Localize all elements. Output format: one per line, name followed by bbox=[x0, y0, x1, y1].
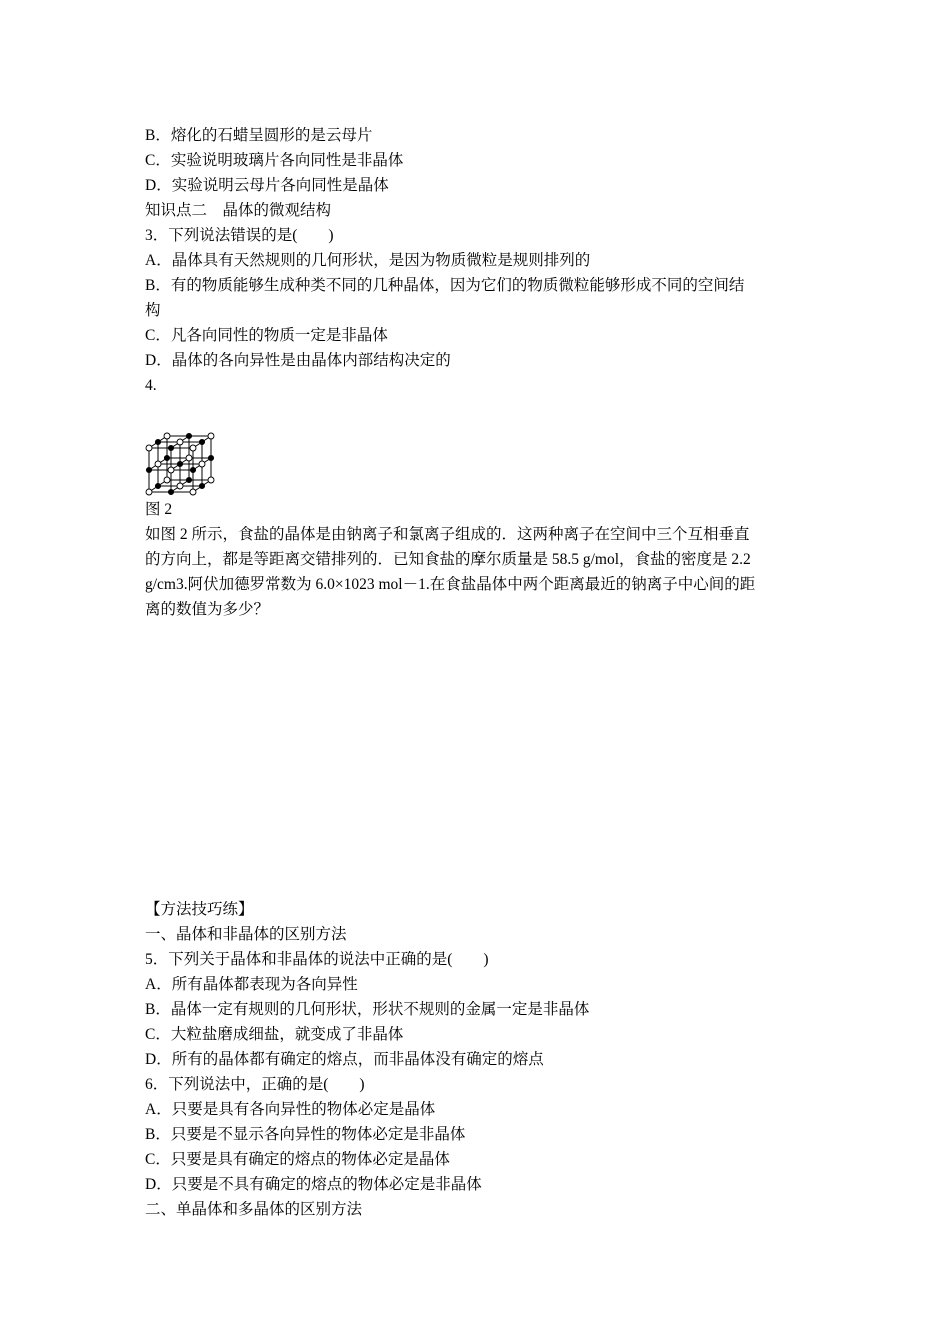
q3-option-b: B．有的物质能够生成种类不同的几种晶体，因为它们的物质微粒能够形成不同的空间结 bbox=[145, 277, 745, 294]
subsection-2-heading: 二、单晶体和多晶体的区别方法 bbox=[145, 1201, 363, 1218]
question-3: 3．下列说法错误的是( ) bbox=[145, 227, 334, 244]
figure-caption: 图 2 bbox=[145, 501, 173, 518]
sodium-ion-dot bbox=[199, 483, 204, 488]
question-4-line-1: 如图 2 所示，食盐的晶体是由钠离子和氯离子组成的．这两种离子在空间中三个互相垂直 bbox=[145, 526, 750, 543]
chloride-ion-circle bbox=[177, 483, 183, 489]
chloride-ion-circle bbox=[146, 489, 152, 495]
question-4-number: 4. bbox=[145, 377, 157, 394]
q5-option-b: B．晶体一定有规则的几何形状，形状不规则的金属一定是非晶体 bbox=[145, 1001, 590, 1018]
q6-option-b: B．只要是不显示各向异性的物体必定是非晶体 bbox=[145, 1126, 466, 1143]
chloride-ion-circle bbox=[190, 489, 196, 495]
chloride-ion-circle bbox=[199, 461, 205, 467]
q6-option-a: A．只要是具有各向异性的物体必定是晶体 bbox=[145, 1101, 436, 1118]
question-4-line-3: g/cm3.阿伏加德罗常数为 6.0×1023 mol－1.在食盐晶体中两个距离最近的钠离子中心间的距 bbox=[145, 576, 756, 593]
q5-option-a: A．所有晶体都表现为各向异性 bbox=[145, 976, 358, 993]
sodium-ion-dot bbox=[199, 439, 204, 444]
chloride-ion-circle bbox=[164, 477, 170, 483]
question-4-line-4: 离的数值为多少？ bbox=[145, 601, 270, 618]
option-c-text: C．实验说明玻璃片各向同性是非晶体 bbox=[145, 152, 404, 169]
option-d-text: D．实验说明云母片各向同性是晶体 bbox=[145, 177, 389, 194]
question-6: 6．下列说法中，正确的是( ) bbox=[145, 1076, 365, 1093]
chloride-ion-circle bbox=[208, 433, 214, 439]
sodium-ion-dot bbox=[190, 467, 195, 472]
sodium-ion-dot bbox=[155, 483, 160, 488]
chloride-ion-circle bbox=[177, 439, 183, 445]
section-heading: 知识点二 晶体的微观结构 bbox=[145, 202, 332, 219]
q5-option-c: C．大粒盐磨成细盐，就变成了非晶体 bbox=[145, 1026, 404, 1043]
sodium-ion-dot bbox=[168, 489, 173, 494]
sodium-ion-dot bbox=[164, 455, 169, 460]
chloride-ion-circle bbox=[190, 445, 196, 451]
chloride-ion-circle bbox=[155, 461, 161, 467]
sodium-ion-dot bbox=[208, 455, 213, 460]
method-practice-heading: 【方法技巧练】 bbox=[145, 901, 254, 918]
q3-option-c: C．凡各向同性的物质一定是非晶体 bbox=[145, 327, 388, 344]
chloride-ion-circle bbox=[208, 477, 214, 483]
option-b-text: B．熔化的石蜡呈圆形的是云母片 bbox=[145, 127, 373, 144]
sodium-ion-dot bbox=[186, 433, 191, 438]
sodium-ion-dot bbox=[168, 445, 173, 450]
subsection-1-heading: 一、晶体和非晶体的区别方法 bbox=[145, 926, 347, 943]
question-4-line-2: 的方向上，都是等距离交错排列的．已知食盐的摩尔质量是 58.5 g/mol，食盐的密度是 2.2 bbox=[145, 551, 751, 568]
chloride-ion-circle bbox=[146, 445, 152, 451]
q5-option-d: D．所有的晶体都有确定的熔点，而非晶体没有确定的熔点 bbox=[145, 1051, 544, 1068]
q3-option-d: D．晶体的各向异性是由晶体内部结构决定的 bbox=[145, 352, 451, 369]
q3-option-a: A．晶体具有天然规则的几何形状，是因为物质微粒是规则排列的 bbox=[145, 252, 591, 269]
chloride-ion-circle bbox=[168, 467, 174, 473]
sodium-ion-dot bbox=[177, 461, 182, 466]
q6-option-c: C．只要是具有确定的熔点的物体必定是晶体 bbox=[145, 1151, 450, 1168]
question-5: 5．下列关于晶体和非晶体的说法中正确的是( ) bbox=[145, 951, 489, 968]
sodium-ion-dot bbox=[146, 467, 151, 472]
q3-option-b-cont: 构 bbox=[145, 302, 161, 319]
sodium-ion-dot bbox=[186, 477, 191, 482]
q6-option-d: D．只要是不具有确定的熔点的物体必定是非晶体 bbox=[145, 1176, 482, 1193]
sodium-ion-dot bbox=[155, 439, 160, 444]
nacl-crystal-lattice-figure bbox=[145, 404, 245, 496]
chloride-ion-circle bbox=[186, 455, 192, 461]
chloride-ion-circle bbox=[164, 433, 170, 439]
